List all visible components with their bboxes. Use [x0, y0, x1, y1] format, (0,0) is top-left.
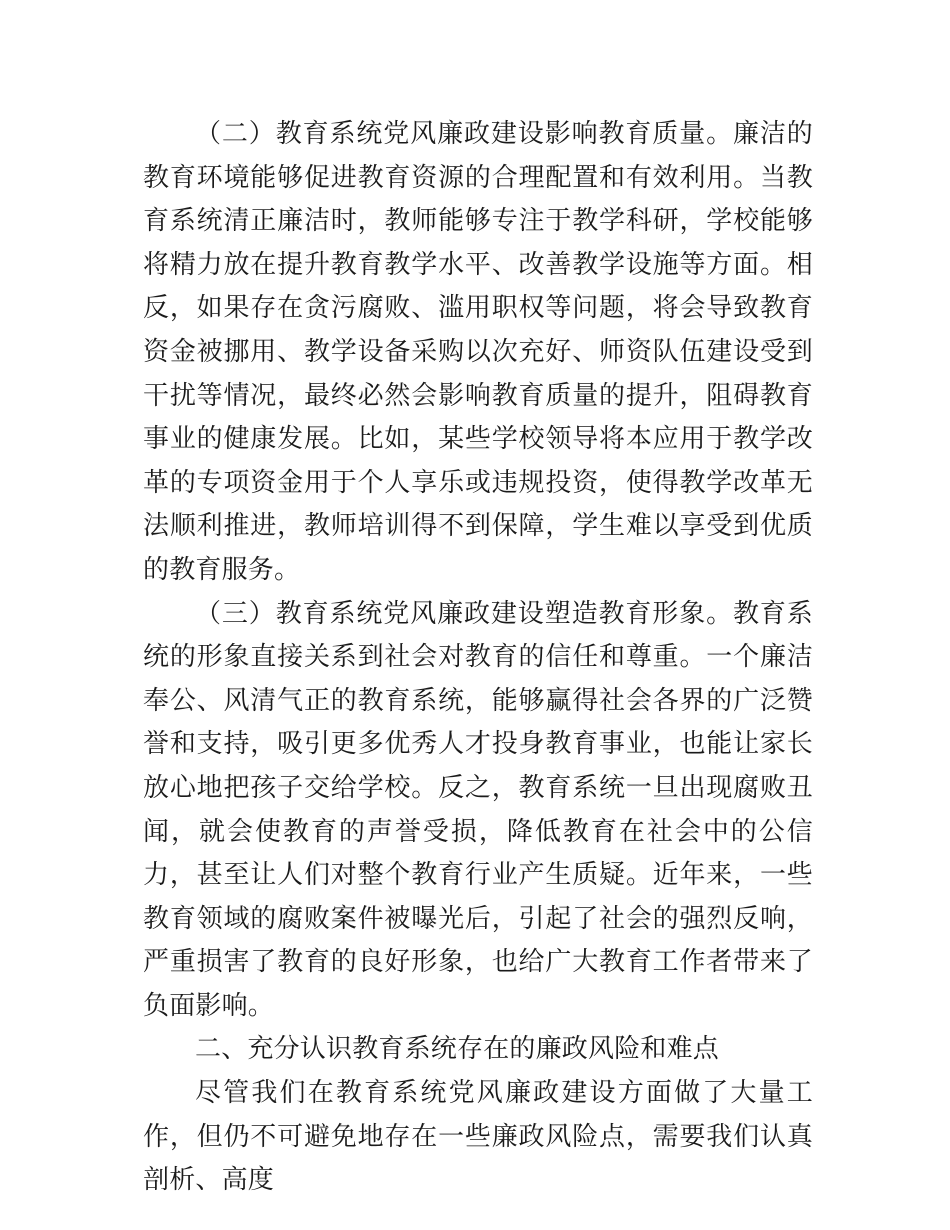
document-body: [143, 113, 813, 1203]
paragraph-risk-intro: 尽管我们在教育系统党风廉政建设方面做了大量工作，但仍不可避免地存在一些廉政风险点，需要我们认真剖析、高度: [143, 1078, 813, 1196]
paragraph-education-quality: （二）教育系统党风廉政建设影响教育质量。廉洁的教育环境能够促进教育资源的合理配置和有效利用。当教育系统清正廉洁时，教师能够专注于教学科研，学校能够将精力放在提升教育教学水平、改善教学设施等方面。相反，如果存在贪污腐败、滥用职权等问题，将会导致教育资金被挪用、教学设备采购以次充好、师资队伍建设受到干扰等情况，最终必然会影响教育质量的提升，阻碍教育事业的健康发展。比如，某些学校领导将本应用于教学改革的专项资金用于个人享乐或违规投资，使得教学改革无法顺利推进，教师培训得不到保障，学生难以享受到优质的教育服务。: [143, 119, 813, 585]
section-heading-risks: 二、充分认识教育系统存在的廉政风险和难点: [195, 1034, 720, 1065]
paragraph-education-image: （三）教育系统党风廉政建设塑造教育形象。教育系统的形象直接关系到社会对教育的信任和尊重。一个廉洁奉公、风清气正的教育系统，能够赢得社会各界的广泛赞誉和支持，吸引更多优秀人才投身教育事业，也能让家长放心地把孩子交给学校。反之，教育系统一旦出现腐败丑闻，就会使教育的声誉受损，降低教育在社会中的公信力，甚至让人们对整个教育行业产生质疑。近年来，一些教育领域的腐败案件被曝光后，引起了社会的强烈反响，严重损害了教育的良好形象，也给广大教育工作者带来了负面影响。: [143, 598, 813, 1021]
